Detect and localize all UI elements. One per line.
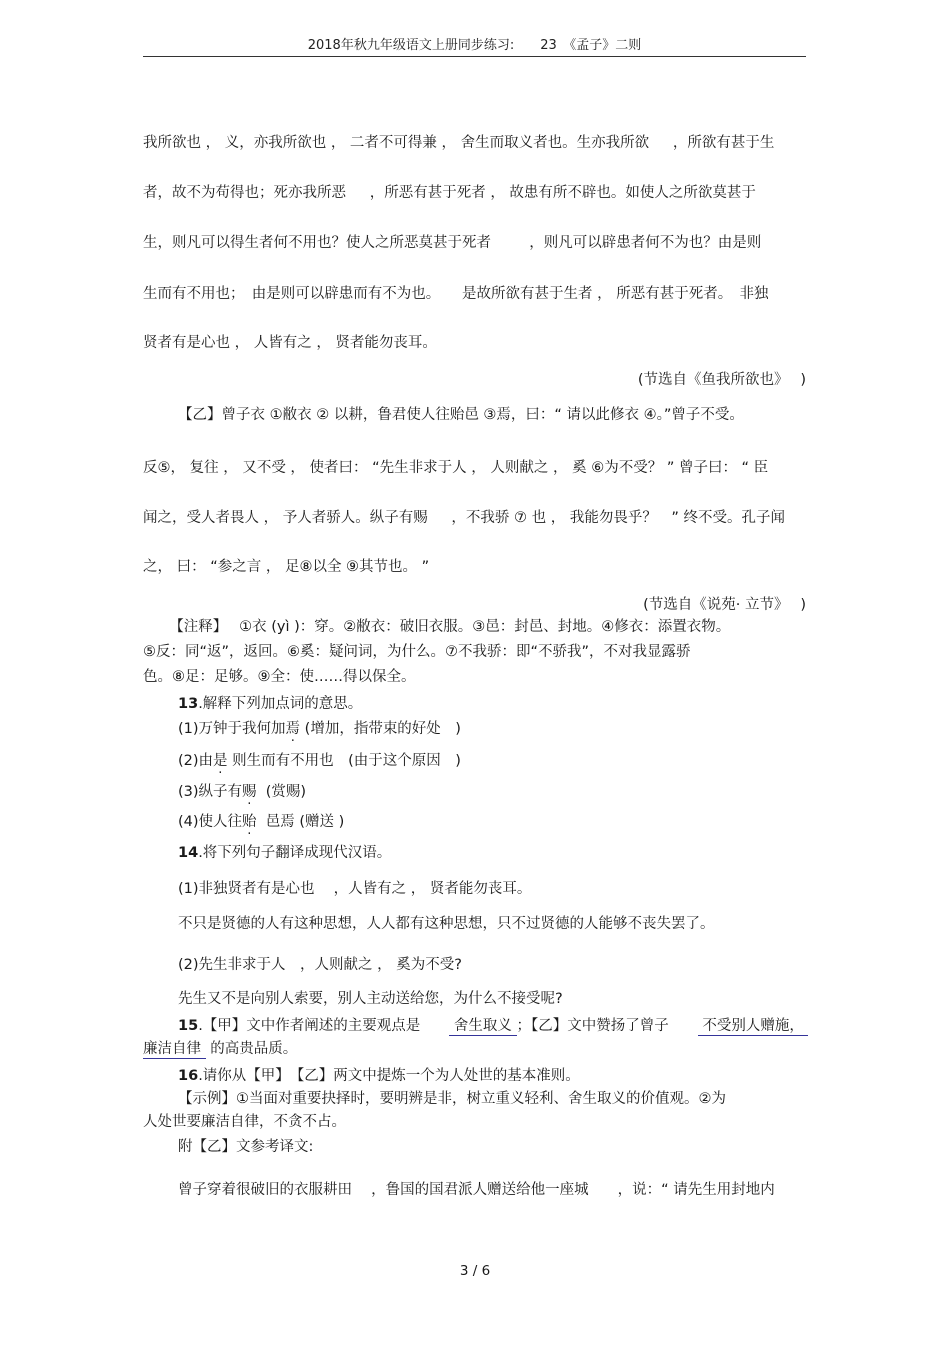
question-text: .【甲】文中作者阐述的主要观点是 [198, 1018, 450, 1034]
notes-line: 色。⑧足：足够。⑨全：使……得以保全。 [143, 669, 416, 685]
item-answer: (增加，指带束的好处 ) [300, 721, 461, 737]
answer-blank: 不受别人赠施， [698, 1017, 808, 1036]
question-text: ；【乙】文中赞扬了曾子 [516, 1018, 698, 1034]
item-text: (3)纵子有 [178, 784, 243, 800]
question-number: 15 [178, 1018, 199, 1034]
question-14-title [178, 843, 391, 863]
dotted-word: 焉 [285, 721, 301, 737]
question-13-item [178, 719, 461, 739]
dotted-word: 是 [213, 753, 228, 769]
question-13-item [178, 751, 461, 771]
question-number: 16 [178, 1068, 199, 1084]
passage-yi-line: 之， 曰： “参之言 ， 足⑧以全 ⑨其节也。 ” [143, 559, 430, 575]
question-13-item [178, 812, 344, 832]
question-text: .将下列句子翻译成现代汉语。 [198, 845, 392, 861]
question-16-title [178, 1066, 580, 1086]
page-number: 3 / 6 [459, 1263, 491, 1279]
question-number: 13 [178, 696, 199, 712]
dotted-word: 赐 [242, 784, 257, 800]
page-header: 2018年秋九年级语文上册同步练习: 23 《孟子》二则 [143, 37, 806, 57]
question-15 [178, 1016, 808, 1036]
passage-jia-line: 生而有不用也； 由是则可以辟患而有不为也。 是故所欲有甚于生者 ， 所恶有甚于死者。 非独 [143, 286, 769, 302]
item-answer: 则生而有不用也 (由于这个原因 ) [227, 753, 461, 769]
question-16-answer: 人处世要廉洁自律，不贪不占。 [143, 1114, 346, 1130]
appendix-title: 附【乙】文参考译文: [178, 1139, 314, 1155]
appendix-line: 曾子穿着很破旧的衣服耕田 ，鲁国的国君派人赠送给他一座城 ，说：“ 请先生用封地内 [178, 1182, 775, 1198]
passage-jia-line: 我所欲也 ， 义，亦我所欲也 ， 二者不可得兼 ， 舍生而取义者也。生亦我所欲 ，所欲有甚于生 [143, 135, 775, 151]
question-13-item [178, 782, 306, 802]
item-answer: (赏赐) [256, 784, 307, 800]
question-text: .请你从【甲】 【乙】两文中提炼一个为人处世的基本准则。 [198, 1068, 580, 1084]
question-15-cont [143, 1039, 297, 1059]
item-text: (2)由 [178, 753, 214, 769]
question-14-sentence-1: (1)非独贤者有是心也 ，人皆有之 ， 贤者能勿丧耳。 [178, 881, 532, 897]
source-jia: (节选自《鱼我所欲也》 ) [637, 372, 806, 388]
item-answer: 邑焉 (赠送 ) [256, 814, 345, 830]
item-text: (1)万钟于我何加 [178, 721, 286, 737]
passage-yi-line: 闻之，受人者畏人 ， 予人者骄人。纵子有赐 ，不我骄 ⑦ 也 ， 我能勿畏乎？ ” 终不受。孔子闻 [143, 510, 785, 526]
question-14-answer-2: 先生又不是向别人索要，别人主动送给您，为什么不接受呢? [178, 991, 563, 1007]
passage-yi-line: 【乙】曾子衣 ①敝衣 ② 以耕，鲁君使人往贻邑 ③焉，曰：“ 请以此修衣 ④。”曾子不受。 [178, 407, 744, 423]
question-text: 的高贵品质。 [205, 1041, 298, 1057]
question-14-sentence-2: (2)先生非求于人 ，人则献之 ， 奚为不受? [178, 957, 462, 973]
dotted-word: 贻 [242, 814, 257, 830]
passage-jia-line: 贤者有是心也 ， 人皆有之 ， 贤者能勿丧耳。 [143, 335, 437, 351]
notes-line: 【注释】 ①衣 (yì )：穿。②敝衣：破旧衣服。③邑：封邑、封地。④修衣：添置衣物。 [162, 619, 731, 635]
question-text: .解释下列加点词的意思。 [198, 696, 363, 712]
passage-jia-line: 生，则凡可以得生者何不用也？使人之所恶莫甚于死者 ，则凡可以辟患者何不为也？由是则 [143, 235, 762, 251]
answer-blank: 廉洁自律 [143, 1041, 206, 1057]
question-13-title [178, 694, 362, 714]
question-16-answer: 【示例】①当面对重要抉择时，要明辨是非，树立重义轻利、舍生取义的价值观。②为 [178, 1091, 726, 1107]
question-14-answer-1: 不只是贤德的人有这种思想，人人都有这种思想，只不过贤德的人能够不丧失罢了。 [178, 916, 715, 932]
item-text: (4)使人往 [178, 814, 243, 830]
source-yi: (节选自《说苑· 立节》 ) [643, 597, 806, 613]
notes-line: ⑤反：同“返”，返回。⑥奚：疑问词，为什么。⑦不我骄：即“不骄我”，不对我显露骄 [143, 644, 691, 660]
passage-jia-line: 者，故不为苟得也；死亦我所恶 ，所恶有甚于死者 ， 故患有所不辟也。如使人之所欲莫甚于 [143, 185, 756, 201]
answer-blank: 舍生取义 [449, 1018, 517, 1034]
passage-yi-line: 反⑤， 复往 ， 又不受 ， 使者曰： “先生非求于人 ， 人则献之 ， 奚 ⑥为不受？ ” 曾子曰： “ 臣 [143, 460, 769, 476]
question-number: 14 [178, 845, 199, 861]
